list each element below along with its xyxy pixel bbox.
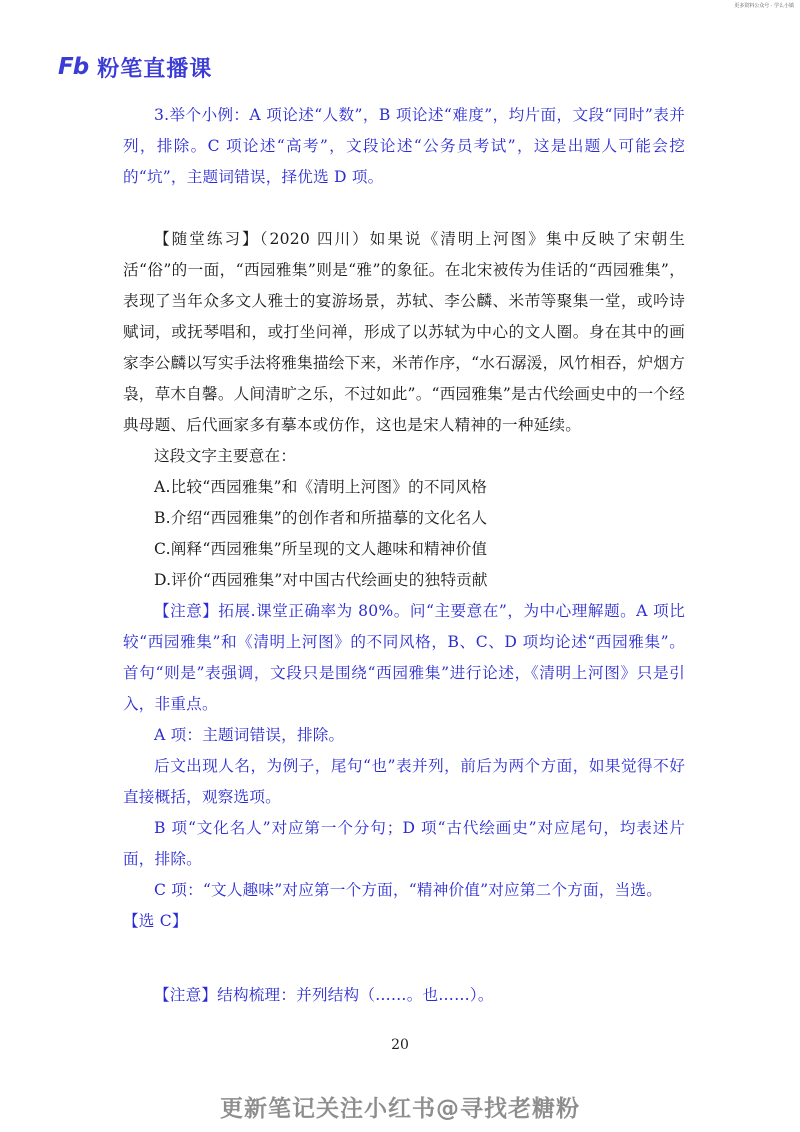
brand-logo: [58, 54, 212, 80]
analysis-b-d: B 项“文化名人”对应第一个分句；D 项“古代绘画史”对应尾句，均表述片面，排除。: [123, 819, 685, 868]
page-number: 20: [391, 1037, 409, 1053]
analysis-structure: 后文出现人名，为例子，尾句“也”表并列，前后为两个方面，如果觉得不好直接概括，观察选项。: [123, 757, 685, 806]
top-corner-note: 更多资料公众号 · 学么小镇: [734, 3, 794, 9]
intro-block: [123, 100, 685, 193]
exercise-block: [123, 224, 685, 937]
intro-paragraph: 3.举个小例：A 项论述“人数”，B 项论述“难度”，均片面，文段“同时”表并列，排除。C 项论述“高考”，文段论述“公务员考试”，这是出题人可能会挖的“坑”，主题词错误，择优选 D 项。: [123, 106, 685, 186]
final-note-block: [123, 980, 685, 1011]
analysis-note: 【注意】拓展.课堂正确率为 80%。问“主要意在”，为中心理解题。A 项比较“西园雅集”和《清明上河图》的不同风格，B、C、D 项均论述“西园雅集”。首句“则是”表强调，文段只是围绕“西园雅集”进行论述，《清明上河图》只是引入，非重点。: [123, 602, 685, 713]
answer-label: 【选 C】: [123, 912, 188, 930]
option-a: A.比较“西园雅集”和《清明上河图》的不同风格: [154, 478, 488, 496]
option-b: B.介绍“西园雅集”的创作者和所描摹的文化名人: [154, 509, 488, 527]
question-stem: 这段文字主要意在：: [154, 447, 297, 465]
option-c: C.阐释“西园雅集”所呈现的文人趣味和精神价值: [154, 540, 488, 558]
brand-name: 粉笔直播课: [97, 56, 213, 82]
analysis-c: C 项：“文人趣味”对应第一个方面，“精神价值”对应第二个方面，当选。: [154, 881, 662, 899]
fb-logo-icon: Fb: [58, 54, 89, 80]
final-note: 【注意】结构梳理：并列结构（……。也……）。: [154, 986, 494, 1004]
footer-watermark: 更新笔记关注小红书@寻找老糖粉: [220, 1096, 580, 1122]
analysis-a: A 项：主题词错误，排除。: [154, 726, 345, 744]
exercise-paragraph: 【随堂练习】（2020 四川）如果说《清明上河图》集中反映了宋朝生活“俗”的一面，“西园雅集”则是“雅”的象征。在北宋被传为佳话的“西园雅集”，表现了当年众多文人雅士的宴游场景，苏轼、李公麟、米芾等聚集一堂，或吟诗赋词，或抚琴唱和，或打坐问禅，形成了以苏轼为中心的文人圈。身在其中的画家李公麟以写实手法将雅集描绘下来，米芾作序，“水石潺湲，风竹相吞，炉烟方袅，草木自馨。人间清旷之乐，不过如此”。“西园雅集”是古代绘画史中的一个经典母题、后代画家多有摹本或仿作，这也是宋人精神的一种延续。: [123, 230, 685, 434]
option-d: D.评价“西园雅集”对中国古代绘画史的独特贡献: [154, 571, 488, 589]
